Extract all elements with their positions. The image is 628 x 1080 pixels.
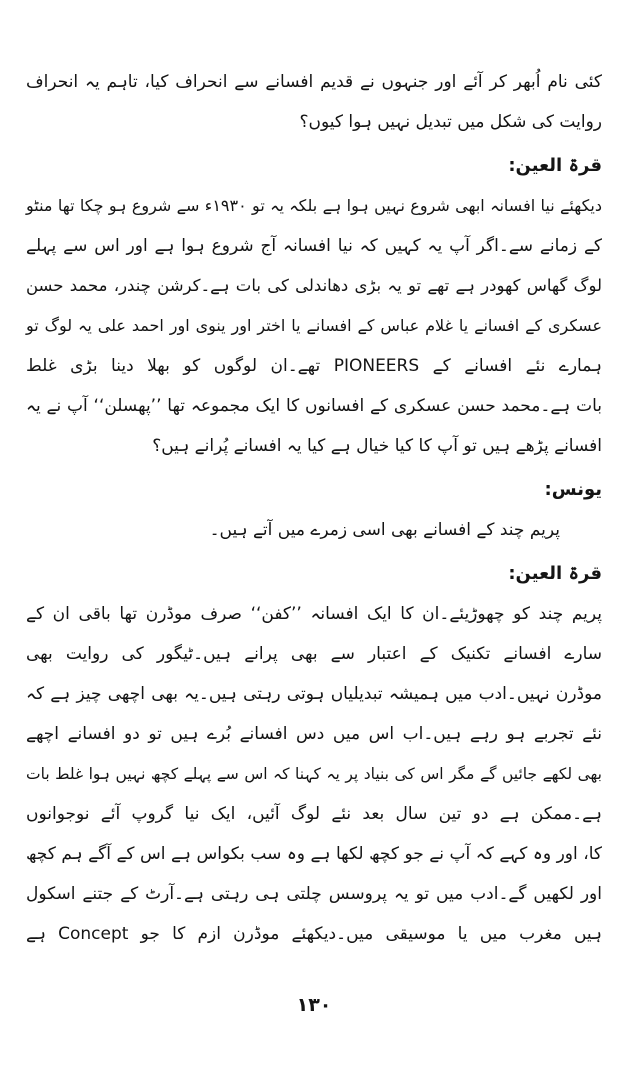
text-line: لوگ گھاس کھودر ہے تھے تو یہ بڑی دھاندلی کی بات ہے۔کرشن چندر، محمد حسن xyxy=(26,276,602,295)
text-line: کا، اور وہ کہے کہ آپ نے جو کچھ لکھا ہے وہ سب بکواس ہے اس کے آگے ہم کچھ xyxy=(26,844,602,864)
text-line: ہمارے نئے افسانے کے PIONEERS تھے۔ان لوگوں کو بھلا دینا بڑی غلط xyxy=(26,356,603,376)
text-line: دیکھئے نیا افسانہ ابھی شروع نہیں ہوا ہے بلکہ یہ تو ۱۹۳۰ء سے شروع ہو چکا تھا منٹو xyxy=(26,196,603,215)
page-number: ۱۳۰ xyxy=(296,994,332,1016)
speaker-label: قرۃ العین: xyxy=(508,563,602,584)
text-line: روایت کی شکل میں تبدیل نہیں ہوا کیوں؟ xyxy=(299,112,602,132)
speaker-label: یونس: xyxy=(544,479,602,500)
text-line: پریم چند کے افسانے بھی اسی زمرے میں آتے ہیں۔ xyxy=(209,520,560,540)
latin-term: PIONEERS xyxy=(333,356,420,376)
text-line: ہیں مغرب میں یا موسیقی میں۔دیکھئے موڈرن ازم کا جو Concept ہے xyxy=(26,924,603,944)
text-line: پریم چند کو چھوڑیئے۔ان کا ایک افسانہ ’’کفن‘‘ صرف موڈرن تھا باقی ان کے xyxy=(26,604,602,624)
latin-term: Concept xyxy=(58,924,129,944)
text-line: کئی نام اُبھر کر آئے اور جنہوں نے قدیم افسانے سے انحراف کیا، تاہم یہ انحراف xyxy=(26,72,602,92)
text-line: موڈرن نہیں۔ادب میں ہمیشہ تبدیلیاں ہوتی رہتی ہیں۔یہ بھی اچھی چیز ہے کہ xyxy=(26,684,602,704)
text-line: ہے۔ممکن ہے دو تین سال بعد نئے لوگ آئیں، ایک نیا گروپ آئے نوجوانوں xyxy=(26,804,602,824)
text-line: بھی لکھے جائیں گے مگر اس کی بنیاد پر یہ کہنا کہ اس سے پہلے کچھ نہیں ہوا غلط بات xyxy=(26,765,602,783)
text-line: افسانے پڑھے ہیں تو آپ کا کیا خیال ہے کیا یہ افسانے پُرانے ہیں؟ xyxy=(152,436,602,456)
text-line: سارے افسانے تکنیک کے اعتبار سے بھی پرانے ہیں۔ٹیگور کی روایت بھی xyxy=(26,644,602,664)
text-line: بات ہے۔محمد حسن عسکری کے افسانوں کا ایک مجموعہ تھا ’’پھسلن‘‘ آپ نے یہ xyxy=(26,396,602,416)
speaker-label: قرۃ العین: xyxy=(508,155,602,176)
text-line: عسکری کے افسانے یا غلام عباس کے افسانے یا اختر اور ینوی اور احمد علی یہ لوگ تو xyxy=(26,316,602,335)
text-line: اور لکھیں گے۔ادب میں تو یہ پروسس چلتی ہی رہتی ہے۔آرٹ کے جتنے اسکول xyxy=(26,884,602,904)
page-body xyxy=(22,62,606,954)
text-line: نئے تجربے ہو رہے ہیں۔اب اس میں دس افسانے بُرے ہیں تو دو افسانے اچھے xyxy=(26,724,602,744)
text-line: کے زمانے سے۔اگر آپ یہ کہیں کہ نیا افسانہ آج شروع ہوا ہے اور اس سے پہلے xyxy=(26,236,602,256)
